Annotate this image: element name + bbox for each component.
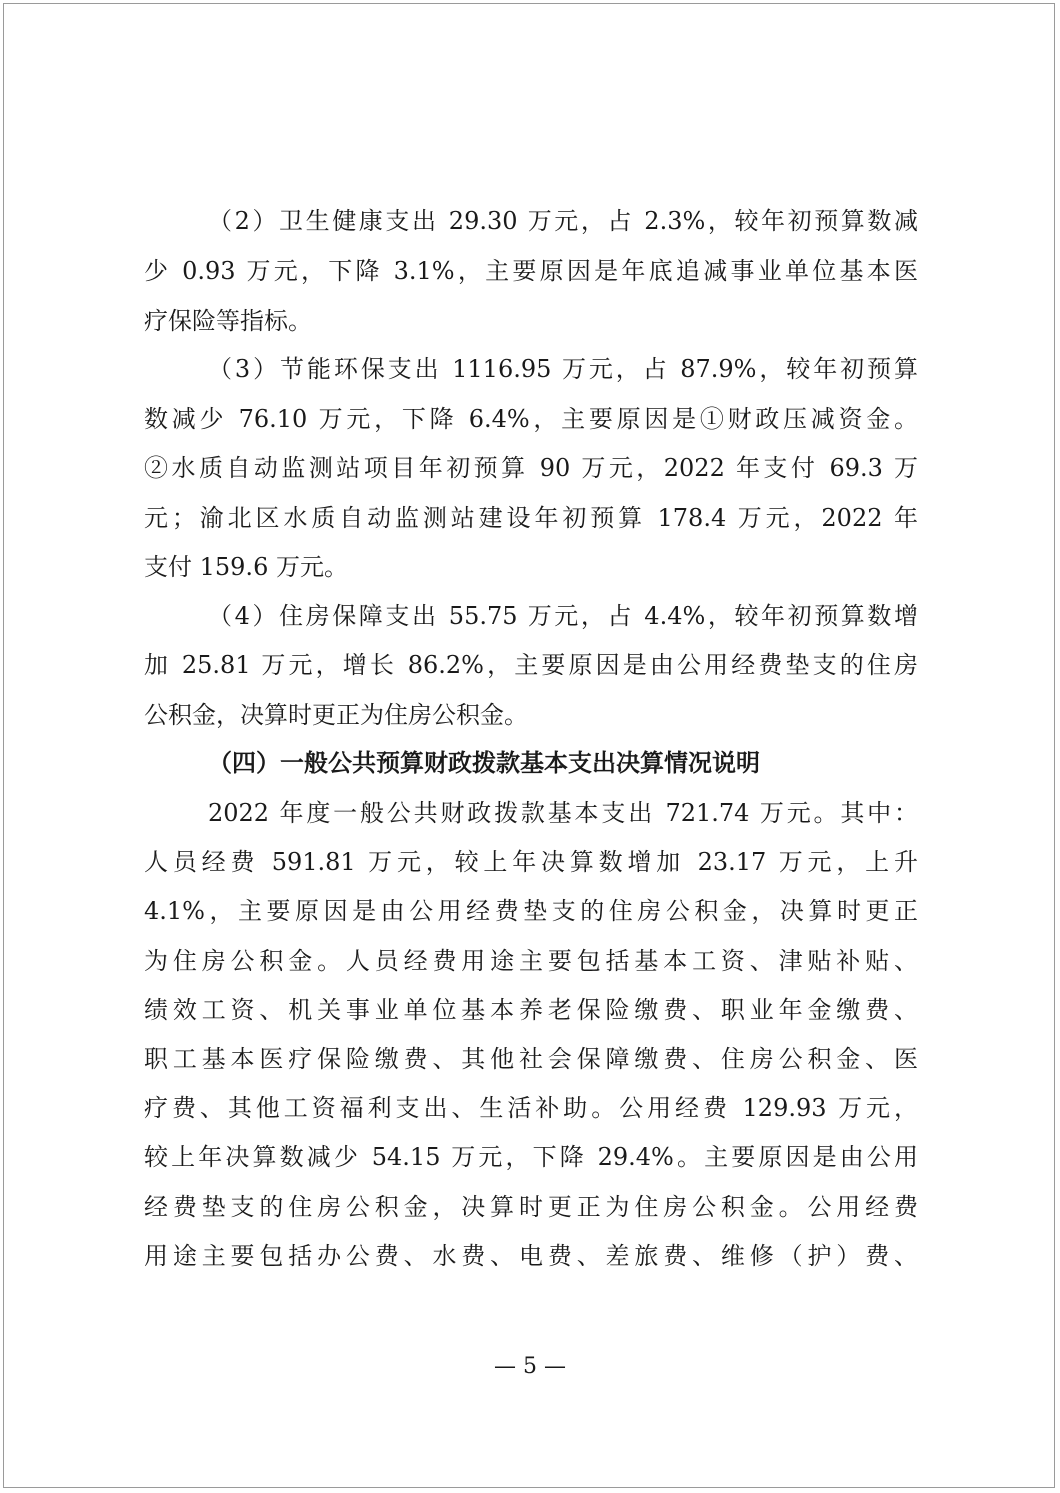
line-1: （2）卫生健康支出 29.30 万元，占 2.3%，较年初预算数减 (208, 207, 918, 235)
line-5: 数减少 76.10 万元，下降 6.4%，主要原因是①财政压减资金。 (144, 405, 918, 433)
line-7: 元；渝北区水质自动监测站建设年初预算 178.4 万元，2022 年 (144, 504, 918, 532)
line-11: 公积金，决算时更正为住房公积金。 (144, 701, 528, 729)
line-22: 用途主要包括办公费、水费、电费、差旅费、维修（护）费、 (144, 1242, 918, 1270)
line-6: ②水质自动监测站项目年初预算 90 万元，2022 年支付 69.3 万 (144, 454, 918, 482)
line-20: 较上年决算数减少 54.15 万元，下降 29.4%。主要原因是由公用 (144, 1143, 918, 1171)
line-10: 加 25.81 万元，增长 86.2%，主要原因是由公用经费垫支的住房 (144, 651, 918, 679)
page-number: — 5 — (494, 1354, 566, 1379)
line-2: 少 0.93 万元，下降 3.1%，主要原因是年底追减事业单位基本医 (144, 257, 918, 285)
line-16: 为住房公积金。人员经费用途主要包括基本工资、津贴补贴、 (144, 947, 918, 975)
line-13: 2022 年度一般公共财政拨款基本支出 721.74 万元。其中： (208, 799, 918, 827)
section-heading: （四）一般公共预算财政拨款基本支出决算情况说明 (208, 748, 760, 777)
line-9: （4）住房保障支出 55.75 万元，占 4.4%，较年初预算数增 (208, 602, 918, 630)
line-3: 疗保险等指标。 (144, 307, 312, 335)
line-19: 疗费、其他工资福利支出、生活补助。公用经费 129.93 万元， (144, 1094, 918, 1122)
line-21: 经费垫支的住房公积金，决算时更正为住房公积金。公用经费 (144, 1193, 918, 1221)
line-8: 支付 159.6 万元。 (144, 553, 348, 581)
line-4: （3）节能环保支出 1116.95 万元，占 87.9%，较年初预算 (208, 355, 918, 383)
line-18: 职工基本医疗保险缴费、其他社会保障缴费、住房公积金、医 (144, 1045, 918, 1073)
line-17: 绩效工资、机关事业单位基本养老保险缴费、职业年金缴费、 (144, 996, 918, 1024)
line-14: 人员经费 591.81 万元，较上年决算数增加 23.17 万元，上升 (144, 848, 918, 876)
line-15: 4.1%，主要原因是由公用经费垫支的住房公积金，决算时更正 (144, 897, 918, 925)
